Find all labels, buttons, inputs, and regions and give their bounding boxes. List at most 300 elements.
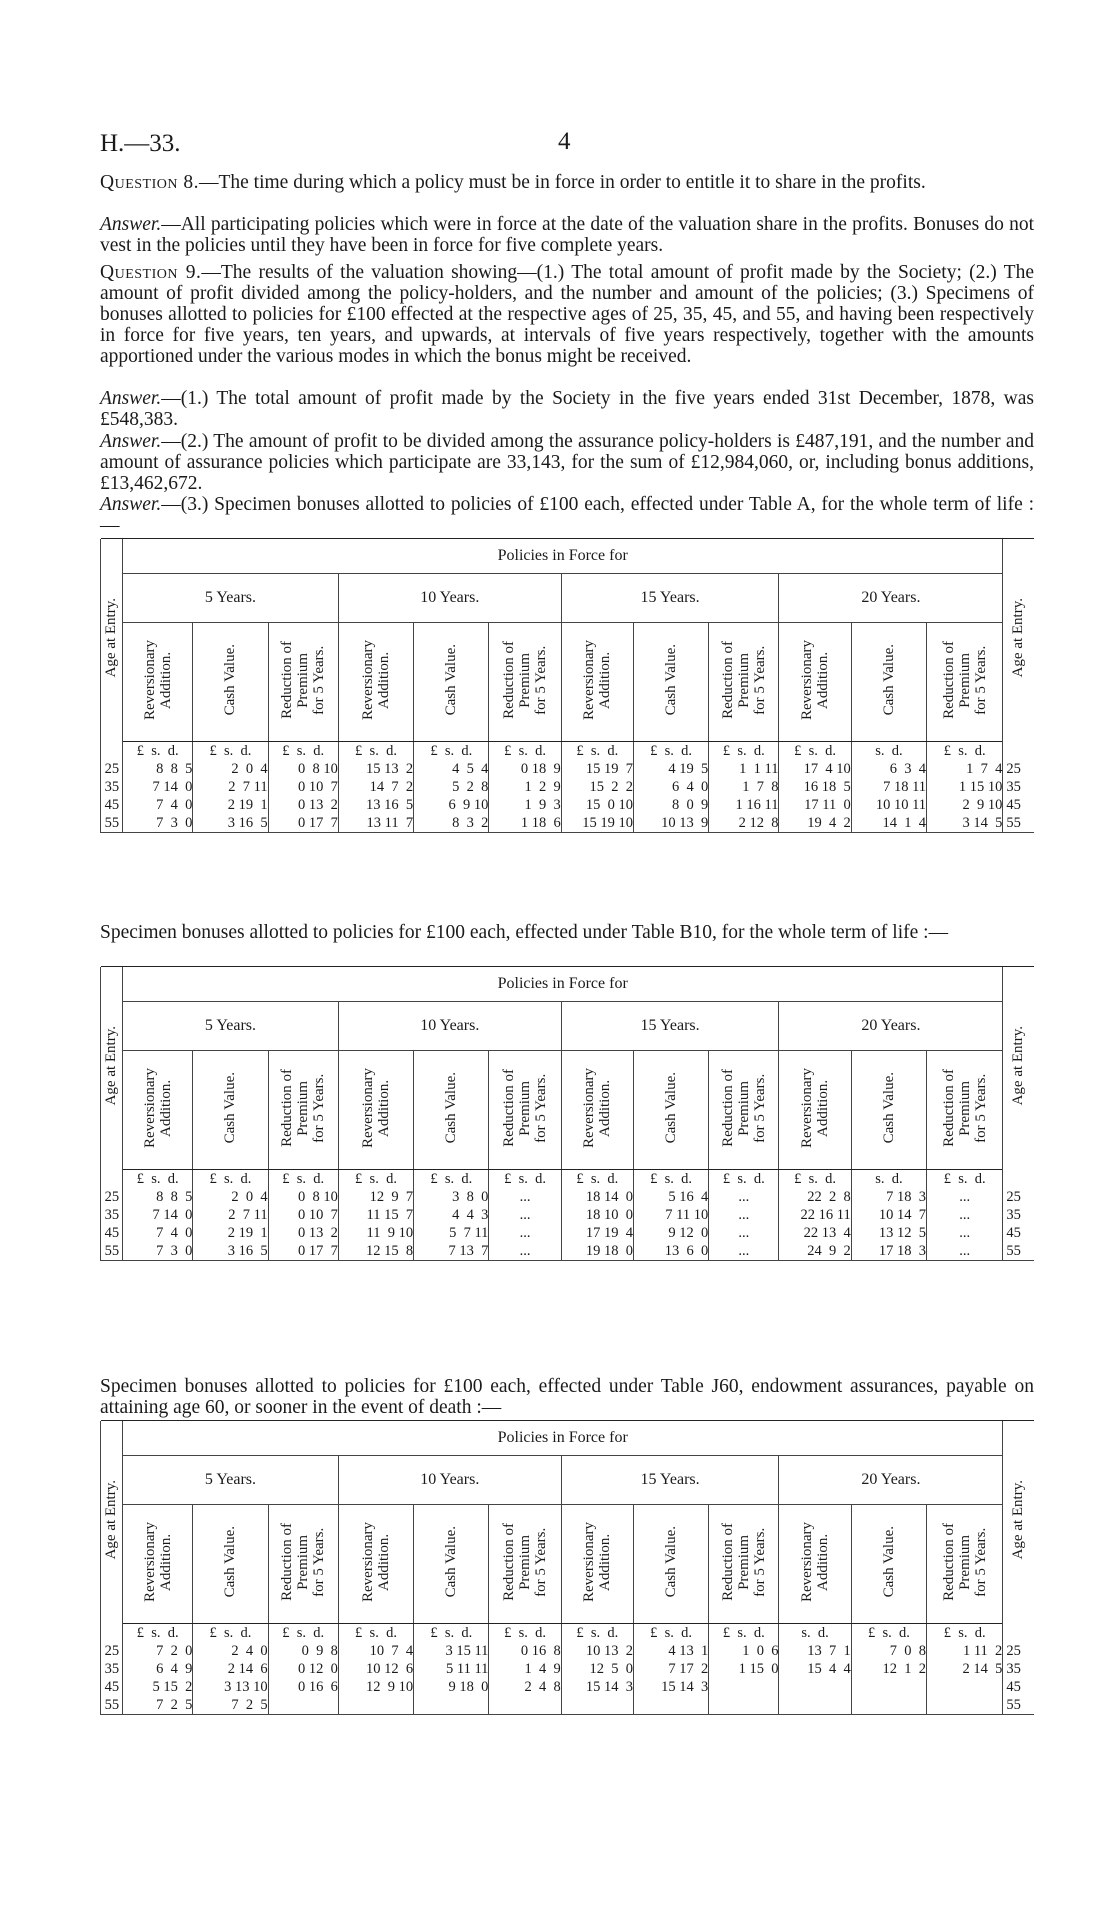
value-cell: 19 4 2 <box>779 814 851 833</box>
age-at-entry-header-right: Age at Entry. <box>1003 539 1034 742</box>
age-cell: 55 <box>101 814 123 833</box>
value-cell: 13 7 1 <box>779 1642 851 1660</box>
value-cell: 7 4 0 <box>123 796 193 814</box>
unit-label: £ s. d. <box>709 742 779 761</box>
unit-label: £ s. d. <box>489 742 561 761</box>
value-cell: ... <box>709 1224 779 1242</box>
unit-label: £ s. d. <box>123 742 193 761</box>
age-cell-right: 35 <box>1003 1206 1034 1224</box>
table-row <box>101 796 1035 814</box>
period-header: 20 Years. <box>779 1002 1003 1051</box>
value-cell: 1 4 9 <box>489 1660 561 1678</box>
value-cell: 3 14 5 <box>927 814 1003 833</box>
question-9-label: Question 9. <box>100 262 202 283</box>
value-cell: 12 5 0 <box>561 1660 633 1678</box>
period-header: 20 Years. <box>779 1456 1003 1505</box>
unit-label: £ s. d. <box>338 742 413 761</box>
value-cell: ... <box>709 1188 779 1206</box>
value-cell: 22 13 4 <box>779 1224 851 1242</box>
value-cell: 7 17 2 <box>633 1660 708 1678</box>
age-cell: 45 <box>101 1224 123 1242</box>
column-header: Reversionary Addition. <box>123 623 193 742</box>
value-cell: 0 13 2 <box>268 1224 338 1242</box>
value-cell: 5 16 4 <box>633 1188 708 1206</box>
policies-in-force-header: Policies in Force for <box>123 967 1003 1002</box>
unit-label: £ s. d. <box>709 1170 779 1189</box>
value-cell: 0 13 2 <box>268 796 338 814</box>
bonus-table-grid <box>100 966 1034 1261</box>
unit-label: £ s. d. <box>633 1624 708 1643</box>
question-8-text: —The time during which a policy must be in force in order to entitle it to share in the profits. <box>198 172 926 193</box>
value-cell: 22 2 8 <box>779 1188 851 1206</box>
value-cell: 13 6 0 <box>633 1242 708 1261</box>
age-at-entry-header-right: Age at Entry. <box>1003 1421 1034 1624</box>
value-cell: 1 18 6 <box>489 814 561 833</box>
bonus-table-j60 <box>100 1420 1034 1715</box>
value-cell: 0 18 9 <box>489 760 561 778</box>
value-cell: 1 15 10 <box>927 778 1003 796</box>
unit-label: £ s. d. <box>193 1624 268 1643</box>
table-row <box>101 760 1035 778</box>
column-header: Reversionary Addition. <box>338 1505 413 1624</box>
value-cell: 17 11 0 <box>779 796 851 814</box>
value-cell: 10 14 7 <box>851 1206 926 1224</box>
answer-9-2-label: Answer. <box>100 431 162 452</box>
column-header: Cash Value. <box>851 623 926 742</box>
value-cell: 6 4 9 <box>123 1660 193 1678</box>
value-cell <box>927 1696 1003 1715</box>
value-cell: 10 13 2 <box>561 1642 633 1660</box>
value-cell: 8 0 9 <box>633 796 708 814</box>
answer-9-3-paragraph <box>100 494 1034 536</box>
value-cell: 13 16 5 <box>338 796 413 814</box>
value-cell: 2 14 5 <box>927 1660 1003 1678</box>
column-header: Reversionary Addition. <box>561 1051 633 1170</box>
value-cell: 7 0 8 <box>851 1642 926 1660</box>
value-cell: 17 18 3 <box>851 1242 926 1261</box>
value-cell <box>338 1696 413 1715</box>
value-cell: 1 7 4 <box>927 760 1003 778</box>
column-header: Cash Value. <box>193 623 268 742</box>
value-cell: 7 4 0 <box>123 1224 193 1242</box>
age-cell: 25 <box>101 1188 123 1206</box>
value-cell: 3 16 5 <box>193 814 268 833</box>
column-header: Reversionary Addition. <box>779 1051 851 1170</box>
value-cell: 15 13 2 <box>338 760 413 778</box>
value-cell: 7 14 0 <box>123 778 193 796</box>
unit-label: £ s. d. <box>414 1624 489 1643</box>
value-cell: 1 15 0 <box>709 1660 779 1678</box>
value-cell: 4 19 5 <box>633 760 708 778</box>
value-cell: 7 11 10 <box>633 1206 708 1224</box>
unit-label: £ s. d. <box>927 742 1003 761</box>
value-cell: 14 7 2 <box>338 778 413 796</box>
column-header: Reduction of Premium for 5 Years. <box>268 1505 338 1624</box>
value-cell: 15 14 3 <box>633 1678 708 1696</box>
value-cell: 13 12 5 <box>851 1224 926 1242</box>
unit-label: £ s. d. <box>268 1624 338 1643</box>
policies-in-force-header: Policies in Force for <box>123 539 1003 574</box>
value-cell: 10 13 9 <box>633 814 708 833</box>
value-cell: 0 17 7 <box>268 1242 338 1261</box>
value-cell: 0 12 0 <box>268 1660 338 1678</box>
table-row <box>101 1188 1035 1206</box>
column-header: Reduction of Premium for 5 Years. <box>489 623 561 742</box>
value-cell: 4 4 3 <box>414 1206 489 1224</box>
column-header: Reduction of Premium for 5 Years. <box>489 1051 561 1170</box>
unit-label: £ s. d. <box>561 742 633 761</box>
value-cell: 7 18 3 <box>851 1188 926 1206</box>
value-cell <box>709 1696 779 1715</box>
value-cell: 2 7 11 <box>193 778 268 796</box>
answer-8-text: —All participating policies which were in force at the date of the valuation share in the profits. Bonuses do not vest in the policies until they have been in force for five complete years. <box>100 214 1034 256</box>
table-row <box>101 1206 1035 1224</box>
column-header: Reduction of Premium for 5 Years. <box>927 1505 1003 1624</box>
value-cell: 7 3 0 <box>123 1242 193 1261</box>
value-cell <box>851 1678 926 1696</box>
age-cell-right: 45 <box>1003 1678 1034 1696</box>
unit-label: £ s. d. <box>268 1170 338 1189</box>
column-header: Cash Value. <box>414 623 489 742</box>
unit-label: £ s. d. <box>123 1624 193 1643</box>
period-header: 5 Years. <box>123 1002 339 1051</box>
age-cell: 55 <box>101 1242 123 1261</box>
value-cell: 15 0 10 <box>561 796 633 814</box>
value-cell: ... <box>927 1188 1003 1206</box>
age-at-entry-header-right: Age at Entry. <box>1003 967 1034 1170</box>
age-cell-right: 25 <box>1003 760 1034 778</box>
value-cell: 0 10 7 <box>268 1206 338 1224</box>
value-cell: 7 2 0 <box>123 1642 193 1660</box>
value-cell: 2 0 4 <box>193 760 268 778</box>
age-at-entry-header: Age at Entry. <box>101 1421 123 1624</box>
value-cell: 15 19 10 <box>561 814 633 833</box>
unit-label: £ s. d. <box>338 1170 413 1189</box>
value-cell: 17 19 4 <box>561 1224 633 1242</box>
value-cell: 2 9 10 <box>927 796 1003 814</box>
column-header: Cash Value. <box>851 1051 926 1170</box>
unit-label: s. d. <box>851 742 926 761</box>
column-header: Cash Value. <box>414 1505 489 1624</box>
value-cell: 1 2 9 <box>489 778 561 796</box>
value-cell: 0 10 7 <box>268 778 338 796</box>
policies-in-force-header: Policies in Force for <box>123 1421 1003 1456</box>
value-cell <box>779 1696 851 1715</box>
age-cell: 45 <box>101 1678 123 1696</box>
value-cell: 3 13 10 <box>193 1678 268 1696</box>
question-9-paragraph <box>100 262 1034 367</box>
value-cell: 7 2 5 <box>193 1696 268 1715</box>
column-header: Reduction of Premium for 5 Years. <box>709 1051 779 1170</box>
value-cell <box>633 1696 708 1715</box>
value-cell: 18 14 0 <box>561 1188 633 1206</box>
age-cell-right: 25 <box>1003 1642 1034 1660</box>
unit-label: £ s. d. <box>123 1170 193 1189</box>
answer-9-2-text: —(2.) The amount of profit to be divided among the assurance policy-holders is £487,191, and the number and amount of assurance policies which participate are 33,143, for the sum of £12,984,060, or, including bonus additions, £13,462,672. <box>100 431 1034 494</box>
value-cell: 5 15 2 <box>123 1678 193 1696</box>
value-cell: ... <box>489 1206 561 1224</box>
question-8-paragraph <box>100 172 1034 193</box>
value-cell: 15 2 2 <box>561 778 633 796</box>
column-header: Reduction of Premium for 5 Years. <box>268 1051 338 1170</box>
value-cell: 7 14 0 <box>123 1206 193 1224</box>
table-row <box>101 814 1035 833</box>
value-cell: 12 15 8 <box>338 1242 413 1261</box>
period-header: 5 Years. <box>123 1456 339 1505</box>
value-cell: 3 16 5 <box>193 1242 268 1261</box>
unit-label: s. d. <box>779 1624 851 1643</box>
column-header: Reversionary Addition. <box>561 623 633 742</box>
value-cell: 1 7 8 <box>709 778 779 796</box>
column-header: Reduction of Premium for 5 Years. <box>927 623 1003 742</box>
value-cell: 13 11 7 <box>338 814 413 833</box>
value-cell: 7 18 11 <box>851 778 926 796</box>
value-cell: 18 10 0 <box>561 1206 633 1224</box>
value-cell <box>414 1696 489 1715</box>
answer-9-2-paragraph <box>100 431 1034 494</box>
column-header: Reduction of Premium for 5 Years. <box>268 623 338 742</box>
answer-9-1-label: Answer. <box>100 388 162 409</box>
unit-label: £ s. d. <box>561 1170 633 1189</box>
value-cell: 2 12 8 <box>709 814 779 833</box>
unit-label: £ s. d. <box>633 742 708 761</box>
value-cell: 6 9 10 <box>414 796 489 814</box>
column-header: Reversionary Addition. <box>123 1051 193 1170</box>
value-cell: 8 8 5 <box>123 760 193 778</box>
value-cell: ... <box>489 1242 561 1261</box>
unit-label: £ s. d. <box>489 1624 561 1643</box>
value-cell: 11 15 7 <box>338 1206 413 1224</box>
unit-label: £ s. d. <box>779 1170 851 1189</box>
value-cell: 0 16 6 <box>268 1678 338 1696</box>
value-cell: ... <box>927 1224 1003 1242</box>
value-cell: 2 19 1 <box>193 1224 268 1242</box>
value-cell: 2 0 4 <box>193 1188 268 1206</box>
value-cell: 10 10 11 <box>851 796 926 814</box>
value-cell: 12 9 7 <box>338 1188 413 1206</box>
age-cell-right: 45 <box>1003 796 1034 814</box>
value-cell: 1 1 11 <box>709 760 779 778</box>
unit-label: £ s. d. <box>779 742 851 761</box>
age-cell-right: 25 <box>1003 1188 1034 1206</box>
period-header: 10 Years. <box>338 1456 561 1505</box>
age-cell: 35 <box>101 778 123 796</box>
value-cell: 5 11 11 <box>414 1660 489 1678</box>
value-cell: 2 7 11 <box>193 1206 268 1224</box>
value-cell: 7 3 0 <box>123 814 193 833</box>
value-cell: 10 7 4 <box>338 1642 413 1660</box>
value-cell: ... <box>489 1224 561 1242</box>
value-cell: 4 13 1 <box>633 1642 708 1660</box>
value-cell: 0 8 10 <box>268 1188 338 1206</box>
age-cell: 35 <box>101 1206 123 1224</box>
column-header: Reversionary Addition. <box>338 1051 413 1170</box>
value-cell <box>489 1696 561 1715</box>
table-row <box>101 1678 1035 1696</box>
unit-label: £ s. d. <box>414 1170 489 1189</box>
age-cell-right: 55 <box>1003 814 1034 833</box>
column-header: Reduction of Premium for 5 Years. <box>927 1051 1003 1170</box>
value-cell <box>927 1678 1003 1696</box>
age-cell: 55 <box>101 1696 123 1715</box>
unit-label: £ s. d. <box>927 1624 1003 1643</box>
question-9-text: —The results of the valuation showing—(1.) The total amount of profit made by the Society; (2.) The amount of profit divided among the policy-holders, and the number and amount of the policies; (3.) Specimens of bonuses allotted to policies for £100 effected at the respective ages of 25, 35, 45, and 55, and having been respectively in force for five years, ten years, and upwards, at intervals of five years respectively, together with the amounts apportioned under the various modes in which the bonus might be received. <box>100 262 1035 367</box>
answer-9-1-paragraph <box>100 388 1034 430</box>
value-cell: 1 0 6 <box>709 1642 779 1660</box>
value-cell: 5 2 8 <box>414 778 489 796</box>
column-header: Reversionary Addition. <box>779 1505 851 1624</box>
intro-table-b10: Specimen bonuses allotted to policies for £100 each, effected under Table B10, for the whole term of life :— <box>100 922 949 943</box>
page-number: 4 <box>558 128 571 155</box>
value-cell: 1 11 2 <box>927 1642 1003 1660</box>
period-header: 15 Years. <box>561 1456 779 1505</box>
value-cell: ... <box>709 1206 779 1224</box>
answer-9-3-text: —(3.) Specimen bonuses allotted to policies of £100 each, effected under Table A, for the whole term of life :— <box>100 494 1034 536</box>
table-row <box>101 1642 1035 1660</box>
value-cell: 0 9 8 <box>268 1642 338 1660</box>
column-header: Reversionary Addition. <box>123 1505 193 1624</box>
value-cell: 3 8 0 <box>414 1188 489 1206</box>
answer-8-label: Answer. <box>100 214 162 235</box>
age-cell: 25 <box>101 1642 123 1660</box>
value-cell: 0 8 10 <box>268 760 338 778</box>
age-cell: 35 <box>101 1660 123 1678</box>
unit-label: £ s. d. <box>633 1170 708 1189</box>
value-cell: 9 18 0 <box>414 1678 489 1696</box>
value-cell: 4 5 4 <box>414 760 489 778</box>
age-cell-right: 55 <box>1003 1696 1034 1715</box>
value-cell: 0 17 7 <box>268 814 338 833</box>
value-cell: 15 19 7 <box>561 760 633 778</box>
period-header: 15 Years. <box>561 1002 779 1051</box>
unit-label: £ s. d. <box>193 742 268 761</box>
unit-label: £ s. d. <box>268 742 338 761</box>
age-cell: 25 <box>101 760 123 778</box>
table-row <box>101 778 1035 796</box>
value-cell: 1 9 3 <box>489 796 561 814</box>
age-at-entry-header: Age at Entry. <box>101 539 123 742</box>
unit-label: s. d. <box>851 1170 926 1189</box>
value-cell: 2 19 1 <box>193 796 268 814</box>
answer-9-1-text: —(1.) The total amount of profit made by the Society in the five years ended 31st December, 1878, was £548,383. <box>100 388 1034 430</box>
value-cell: 9 12 0 <box>633 1224 708 1242</box>
value-cell: 6 3 4 <box>851 760 926 778</box>
period-header: 5 Years. <box>123 574 339 623</box>
column-header: Cash Value. <box>633 1505 708 1624</box>
age-cell-right: 45 <box>1003 1224 1034 1242</box>
value-cell: 15 14 3 <box>561 1678 633 1696</box>
period-header: 10 Years. <box>338 1002 561 1051</box>
age-cell-right: 55 <box>1003 1242 1034 1261</box>
value-cell: 7 13 7 <box>414 1242 489 1261</box>
column-header: Cash Value. <box>633 623 708 742</box>
column-header: Reversionary Addition. <box>338 623 413 742</box>
value-cell: 0 16 8 <box>489 1642 561 1660</box>
value-cell: 2 14 6 <box>193 1660 268 1678</box>
unit-label: £ s. d. <box>927 1170 1003 1189</box>
age-cell: 45 <box>101 796 123 814</box>
column-header: Reversionary Addition. <box>779 623 851 742</box>
period-header: 20 Years. <box>779 574 1003 623</box>
unit-label: £ s. d. <box>193 1170 268 1189</box>
value-cell: 6 4 0 <box>633 778 708 796</box>
value-cell: 11 9 10 <box>338 1224 413 1242</box>
value-cell: ... <box>489 1188 561 1206</box>
bonus-table-a <box>100 538 1034 833</box>
value-cell <box>709 1678 779 1696</box>
unit-label: £ s. d. <box>709 1624 779 1643</box>
column-header: Reduction of Premium for 5 Years. <box>489 1505 561 1624</box>
value-cell: 17 4 10 <box>779 760 851 778</box>
column-header: Cash Value. <box>851 1505 926 1624</box>
value-cell: 22 16 11 <box>779 1206 851 1224</box>
value-cell: 10 12 6 <box>338 1660 413 1678</box>
age-cell-right: 35 <box>1003 778 1034 796</box>
unit-label: £ s. d. <box>338 1624 413 1643</box>
value-cell: ... <box>709 1242 779 1261</box>
unit-label: £ s. d. <box>489 1170 561 1189</box>
page-reference: H.—33. <box>100 130 181 157</box>
age-at-entry-header: Age at Entry. <box>101 967 123 1170</box>
table-row <box>101 1696 1035 1715</box>
period-header: 15 Years. <box>561 574 779 623</box>
value-cell: 1 16 11 <box>709 796 779 814</box>
unit-label: £ s. d. <box>851 1624 926 1643</box>
value-cell: 19 18 0 <box>561 1242 633 1261</box>
value-cell: 2 4 8 <box>489 1678 561 1696</box>
unit-label: £ s. d. <box>414 742 489 761</box>
intro-table-j60: Specimen bonuses allotted to policies for £100 each, effected under Table J60, endowment assurances, payable on attaining age 60, or sooner in the event of death :— <box>100 1376 1034 1418</box>
answer-8-paragraph <box>100 214 1034 256</box>
value-cell: 15 4 4 <box>779 1660 851 1678</box>
column-header: Cash Value. <box>633 1051 708 1170</box>
unit-label: £ s. d. <box>561 1624 633 1643</box>
column-header: Cash Value. <box>414 1051 489 1170</box>
column-header: Cash Value. <box>193 1051 268 1170</box>
table-row <box>101 1224 1035 1242</box>
value-cell: 12 9 10 <box>338 1678 413 1696</box>
value-cell <box>561 1696 633 1715</box>
column-header: Reduction of Premium for 5 Years. <box>709 1505 779 1624</box>
column-header: Reduction of Premium for 5 Years. <box>709 623 779 742</box>
question-8-label: Question 8. <box>100 172 199 193</box>
column-header: Reversionary Addition. <box>561 1505 633 1624</box>
value-cell: 24 9 2 <box>779 1242 851 1261</box>
bonus-table-grid <box>100 1420 1034 1715</box>
value-cell: 5 7 11 <box>414 1224 489 1242</box>
value-cell: 12 1 2 <box>851 1660 926 1678</box>
bonus-table-grid <box>100 538 1034 833</box>
value-cell: ... <box>927 1242 1003 1261</box>
table-row <box>101 1660 1035 1678</box>
value-cell: 2 4 0 <box>193 1642 268 1660</box>
value-cell <box>268 1696 338 1715</box>
value-cell: 16 18 5 <box>779 778 851 796</box>
value-cell <box>851 1696 926 1715</box>
bonus-table-b10 <box>100 966 1034 1261</box>
column-header: Cash Value. <box>193 1505 268 1624</box>
value-cell: 7 2 5 <box>123 1696 193 1715</box>
value-cell: 8 8 5 <box>123 1188 193 1206</box>
value-cell: 3 15 11 <box>414 1642 489 1660</box>
table-row <box>101 1242 1035 1261</box>
age-cell-right: 35 <box>1003 1660 1034 1678</box>
value-cell: 8 3 2 <box>414 814 489 833</box>
period-header: 10 Years. <box>338 574 561 623</box>
answer-9-3-label: Answer. <box>100 494 162 515</box>
value-cell: ... <box>927 1206 1003 1224</box>
value-cell <box>779 1678 851 1696</box>
